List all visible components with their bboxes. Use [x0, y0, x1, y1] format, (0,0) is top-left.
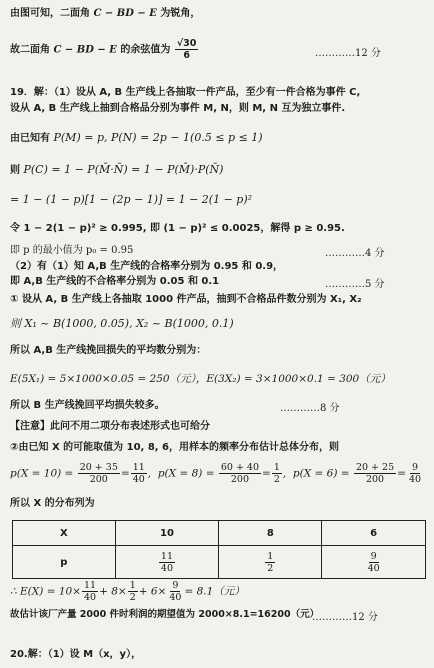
line-pc: 则 P(C) = 1 − P(M̄·N̄) = 1 − P(M̄)·P(N̄): [10, 163, 224, 176]
line-given: 由已知有 P(M) = p, P(N) = 2p − 1(0.5 ≤ p ≤ 1): [10, 131, 263, 144]
line-b-more: 所以 B 生产线挽回平均损失较多。: [10, 400, 165, 411]
cosine-fraction: $\frac{√30}{6}$: [176, 38, 197, 61]
line-q19-intro: 19．解：（1）设从 A, B 生产线上各抽取一件产品，至少有一件合格为事件 C,: [10, 87, 361, 98]
line-final-profit: 故估计该厂产量 2000 件时利润的期望值为 2000×8.1=16200（元）: [10, 609, 320, 620]
line-dihedral-acute: 由图可知，二面角 C − BD − E 为锐角，: [10, 8, 201, 19]
line-expand: = 1 − (1 − p)[1 − (2p − 1)] = 1 − 2(1 − p)²: [10, 193, 253, 206]
table-header-cell: 10: [115, 521, 219, 546]
line-q19-events: 设从 A, B 生产线上抽到合格品分别为事件 M, N，则 M, N 互为独立事件.: [10, 103, 346, 114]
line-values: ②由已知 X 的可能取值为 10, 8, 6，用样本的频率分布估计总体分布，则: [10, 442, 340, 453]
line-expectation-x: ∴ E(X) = 10× $\frac{11}{40}$ + 8× $\frac{1}{2}$ + 6× $\frac{9}{40}$ = 8.1（元）: [10, 580, 245, 603]
table-row: [13, 546, 426, 579]
table-header-cell: 8: [219, 521, 322, 546]
line-sample-1000: ① 设从 A, B 生产线上各抽取 1000 件产品，抽到不合格品件数分别为 X₁, X₂: [10, 294, 362, 305]
table-cell: $\frac{1}{2}$: [219, 546, 322, 579]
table-header-row: [13, 521, 426, 546]
line-binomial: 则 X₁ ~ B(1000, 0.05), X₂ ~ B(1000, 0.1): [10, 317, 234, 330]
table-header-cell: 6: [322, 521, 426, 546]
line-part2-defect: 即 A,B 生产线的不合格率分别为 0.05 和 0.1: [10, 276, 220, 287]
line-inequality: 令 1 − 2(1 − p)² ≥ 0.995, 即 (1 − p)² ≤ 0.0025，解得 p ≥ 0.95.: [10, 223, 345, 234]
table-cell: $\frac{9}{40}$: [322, 546, 426, 579]
line-distribution-label: 所以 X 的分布列为: [10, 498, 95, 509]
table-header-cell: X: [13, 521, 116, 546]
line-probabilities: p(X = 10) = $\frac{20 + 35}{200}$ = $\frac{11}{40}$ , p(X = 8) = $\frac{60 + 40}{200}$ = $\frac{1}{2}$ , p(X = 6) = $\frac{20 + 25}{200}$ = $\frac{9}{40}$: [10, 462, 422, 485]
line-part2-rate: （2）有（1）知 A,B 生产线的合格率分别为 0.95 和 0.9，: [10, 261, 284, 272]
table-cell: $\frac{11}{40}$: [115, 546, 219, 579]
score-12-a: …………12 分: [315, 48, 381, 59]
score-12-b: …………12 分: [312, 612, 378, 623]
score-4: …………4 分: [325, 248, 385, 259]
line-min-p: 即 p 的最小值为 p₀ = 0.95: [10, 245, 134, 256]
score-5: …………5 分: [325, 279, 385, 290]
line-q20: 20.解：（1）设 M（x，y），: [10, 649, 142, 660]
table-row-label: p: [13, 546, 116, 579]
distribution-table: [12, 520, 426, 579]
line-cosine-value: 故二面角 C − BD − E 的余弦值为 $\frac{√30}{6}$: [10, 38, 197, 61]
line-expectations: E(5X₁) = 5×1000×0.05 = 250（元），E(3X₂) = 3×1000×0.1 = 300（元）: [10, 373, 391, 385]
line-avg-loss: 所以 A,B 生产线挽回损失的平均数分别为：: [10, 345, 207, 356]
line-note: 【注意】此问不用二项分布表述形式也可给分: [10, 421, 210, 432]
score-8: …………8 分: [280, 403, 340, 414]
